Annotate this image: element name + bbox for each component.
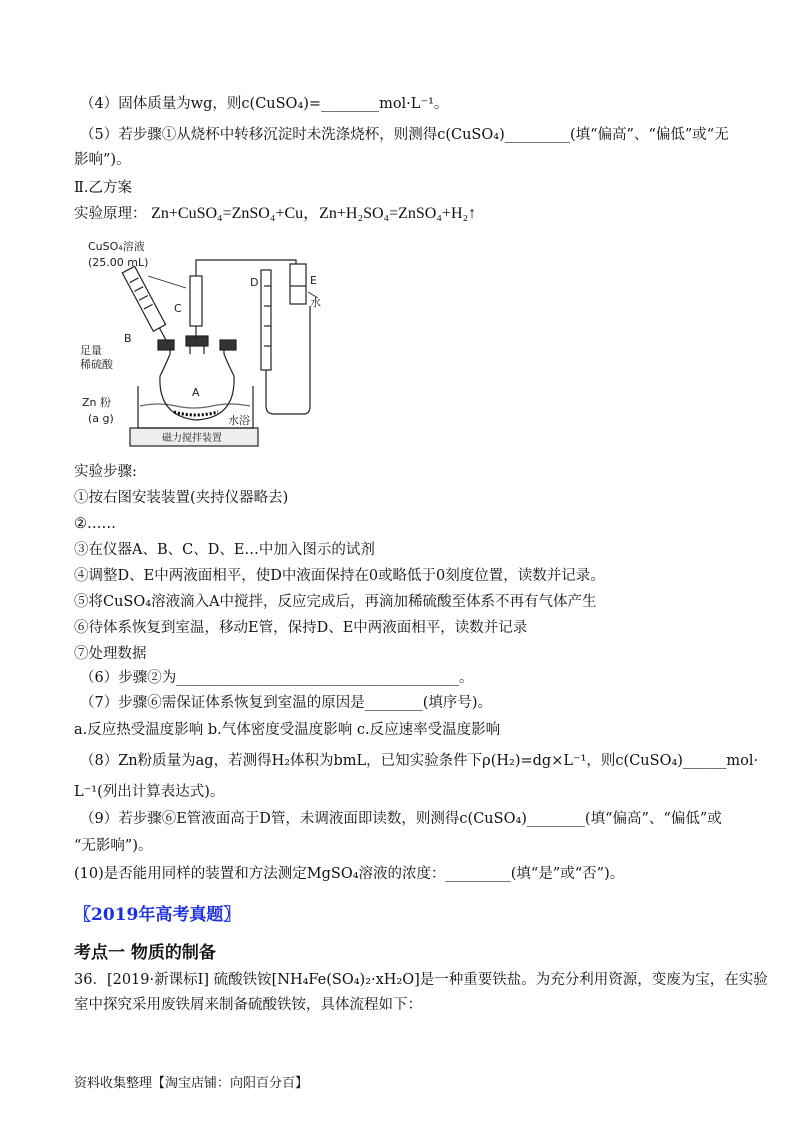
label-acid-1: 足量 [80, 344, 102, 357]
line-q5b: 影响”)。 [74, 152, 131, 168]
line-q5a: （5）若步骤①从烧杯中转移沉淀时未洗涤烧杯，则测得c(CuSO₄)_________(填“偏高”、“偏低”或“无 [80, 127, 729, 143]
label-cuso4-volume: (25.00 mL) [88, 256, 149, 269]
label-b: B [124, 332, 132, 345]
step-1: ①按右图安装装置(夹持仪器略去) [74, 490, 289, 506]
burette-d [261, 270, 271, 370]
step-6: ⑥待体系恢复到室温，移动E管，保持D、E中两液面相平，读数并记录 [74, 620, 528, 636]
line-q36b: 室中探究采用废铁屑来制备硫酸铁铵，具体流程如下： [74, 997, 422, 1013]
step-2: ②…… [74, 516, 116, 532]
principle-line [74, 204, 476, 224]
steps-title: 实验步骤: [74, 464, 137, 480]
principle-label: 实验原理： [74, 206, 147, 222]
line-q36a: 36．[2019·新课标Ⅰ] 硫酸铁铵[NH₄Fe(SO₄)₂·xH₂O]是一种重要铁盐。为充分利用资源，变废为宝，在实验 [74, 972, 768, 988]
experiment-apparatus-figure [78, 236, 328, 456]
step-3: ③在仪器A、B、C、D、E…中加入图示的试剂 [74, 542, 375, 558]
step-7: ⑦处理数据 [74, 646, 147, 662]
label-a: A [192, 386, 200, 399]
label-acid-2: 稀硫酸 [80, 358, 113, 371]
line-q7-options: a.反应热受温度影响 b.气体密度受温度影响 c.反应速率受温度影响 [74, 722, 501, 738]
line-q6: （6）步骤②为_______________________________________。 [80, 670, 474, 686]
principle-equation: Zn+CuSO₄=ZnSO₄+Cu，Zn+H₂SO₄=ZnSO₄+H₂↑ [151, 205, 477, 222]
part-ii-heading: Ⅱ.乙方案 [74, 180, 132, 196]
label-zn-2: (a g) [88, 412, 114, 425]
section-2019-heading: 〖2019年高考真题〗 [74, 905, 241, 925]
label-c: C [174, 302, 182, 315]
label-e: E [310, 274, 317, 287]
line-q4: （4）固体质量为wg，则c(CuSO₄)=________mol·L⁻¹。 [80, 96, 449, 112]
line-q8b: L⁻¹(列出计算表达式)。 [74, 784, 225, 800]
label-stirrer: 磁力搅拌装置 [162, 433, 222, 444]
kaodian-heading: 考点一 物质的制备 [74, 943, 216, 963]
label-cuso4: CuSO₄溶液 [88, 240, 145, 253]
line-q10: (10)是否能用同样的装置和方法测定MgSO₄溶液的浓度：_________(填“是”或“否”)。 [74, 866, 625, 882]
line-q8a: （8）Zn粉质量为ag，若测得H₂体积为bmL，已知实验条件下ρ(H₂)=dg×L⁻¹，则c(CuSO₄)______mol· [80, 753, 759, 769]
footer-note: 资料收集整理【淘宝店铺：向阳百分百】 [74, 1076, 309, 1091]
label-bath: 水浴 [228, 414, 250, 427]
step-5: ⑤将CuSO₄溶液滴入A中搅拌，反应完成后，再滴加稀硫酸至体系不再有气体产生 [74, 594, 597, 610]
tube-e [290, 264, 306, 304]
step-4: ④调整D、E中两液面相平，使D中液面保持在0或略低于0刻度位置，读数并记录。 [74, 568, 605, 584]
line-q9b: “无影响”)。 [74, 838, 153, 854]
label-d: D [250, 276, 259, 289]
line-q9a: （9）若步骤⑥E管液面高于D管，未调液面即读数，则测得c(CuSO₄)________(填“偏高”、“偏低”或 [80, 811, 722, 827]
flask-a [160, 344, 234, 420]
label-zn-1: Zn 粉 [82, 396, 112, 409]
line-q7: （7）步骤⑥需保证体系恢复到室温的原因是________(填序号)。 [80, 695, 493, 711]
label-water: 水 [310, 296, 321, 309]
